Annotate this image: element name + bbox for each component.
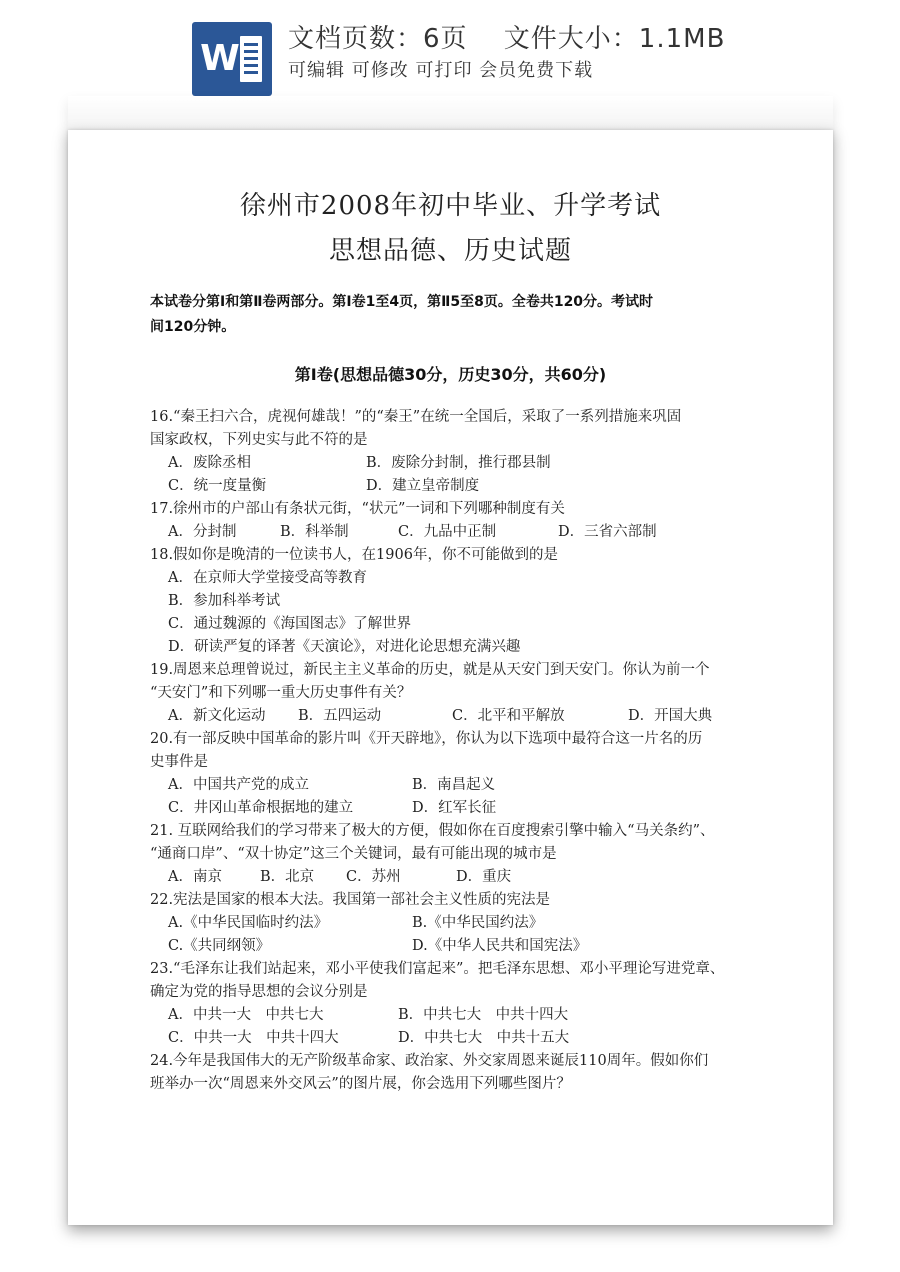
answer-option: C．北平和平解放 xyxy=(452,708,565,724)
question-stem: 18.假如你是晚清的一位读书人，在1906年，你不可能做到的是 xyxy=(150,547,558,563)
section-title: 第Ⅰ卷(思想品德30分，历史30分，共60分) xyxy=(294,365,607,384)
option-row xyxy=(150,613,760,636)
question-stem: “天安门”和下列哪一重大历史事件有关？ xyxy=(150,685,412,701)
answer-option: D．研读严复的译著《天演论》，对进化论思想充满兴趣 xyxy=(168,639,521,655)
answer-option: A.《中华民国临时约法》 xyxy=(168,915,329,931)
question-19 xyxy=(150,659,760,728)
exam-intro xyxy=(150,290,750,340)
answer-option: D．中共七大 中共十五大 xyxy=(398,1030,570,1046)
word-document-icon xyxy=(192,22,272,96)
answer-option: B．南昌起义 xyxy=(412,777,496,793)
question-stem: 确定为党的指导思想的会议分别是 xyxy=(150,984,368,1000)
answer-option: D．建立皇帝制度 xyxy=(366,478,480,494)
option-row xyxy=(150,1027,760,1050)
question-stem: 16.“秦王扫六合，虎视何雄哉！”的“秦王”在统一全国后，采取了一系列措施来巩固 xyxy=(150,409,682,425)
answer-option: C．中共一大 中共十四大 xyxy=(168,1030,339,1046)
question-23 xyxy=(150,958,760,1050)
answer-option: B.《中华民国约法》 xyxy=(412,915,544,931)
question-22 xyxy=(150,889,760,958)
question-stem: 24.今年是我国伟大的无产阶级革命家、政治家、外交家周恩来诞辰110周年。假如你们 xyxy=(150,1053,709,1069)
answer-option: B．五四运动 xyxy=(298,708,382,724)
answer-option: C．统一度量衡 xyxy=(168,478,267,494)
answer-option: D．三省六部制 xyxy=(558,524,657,540)
answer-option: B．北京 xyxy=(260,869,315,885)
question-stem: “通商口岸”、“双十协定”这三个关键词，最有可能出现的城市是 xyxy=(150,846,557,862)
answer-option: C．通过魏源的《海国图志》了解世界 xyxy=(168,616,412,632)
option-row xyxy=(150,590,760,613)
answer-option: A．废除丞相 xyxy=(168,455,251,471)
banner-title: 文档页数：6页 文件大小：1.1MB xyxy=(288,24,726,54)
option-row xyxy=(150,1004,760,1027)
doc-title-line2: 思想品德、历史试题 xyxy=(328,236,572,266)
answer-option: A．在京师大学堂接受高等教育 xyxy=(168,570,367,586)
option-row xyxy=(150,866,760,889)
question-stem: 21. 互联网给我们的学习带来了极大的方便，假如你在百度搜索引擎中输入“马关条约”、 xyxy=(150,823,715,839)
answer-option: B．废除分封制，推行郡县制 xyxy=(366,455,551,471)
answer-option: A．中国共产党的成立 xyxy=(168,777,309,793)
option-row xyxy=(150,774,760,797)
question-stem: 史事件是 xyxy=(150,754,208,770)
option-row xyxy=(150,452,760,475)
question-stem: 23.“毛泽东让我们站起来，邓小平使我们富起来”。把毛泽东思想、邓小平理论写进党章、 xyxy=(150,961,725,977)
question-stem: 22.宪法是国家的根本大法。我国第一部社会主义性质的宪法是 xyxy=(150,892,551,908)
answer-option: D．开国大典 xyxy=(628,708,713,724)
question-stem: 19.周恩来总理曾说过，新民主主义革命的历史，就是从天安门到天安门。你认为前一个 xyxy=(150,662,710,678)
question-stem: 国家政权，下列史实与此不符的是 xyxy=(150,432,368,448)
word-icon-letter: W xyxy=(200,38,240,79)
question-stem: 17.徐州市的户部山有条状元街，“状元”一词和下列哪种制度有关 xyxy=(150,501,565,517)
option-row xyxy=(150,912,760,935)
answer-option: B．参加科举考试 xyxy=(168,593,281,609)
doc-title-line1: 徐州市2008年初中毕业、升学考试 xyxy=(239,191,662,221)
answer-option: D．红军长征 xyxy=(412,800,497,816)
answer-option: B．科举制 xyxy=(280,524,349,540)
answer-option: B．中共七大 中共十四大 xyxy=(398,1007,569,1023)
option-row xyxy=(150,475,760,498)
answer-option: A．分封制 xyxy=(168,524,237,540)
question-16 xyxy=(150,406,760,498)
download-banner xyxy=(0,0,900,110)
answer-option: C.《共同纲领》 xyxy=(168,938,271,954)
banner-subtitle: 可编辑 可修改 可打印 会员免费下载 xyxy=(288,60,594,81)
document-page xyxy=(68,130,833,1225)
question-24 xyxy=(150,1050,760,1096)
option-row xyxy=(150,705,760,728)
question-17 xyxy=(150,498,760,544)
answer-option: A．新文化运动 xyxy=(168,708,266,724)
answer-option: A．南京 xyxy=(168,869,222,885)
question-21 xyxy=(150,820,760,889)
question-20 xyxy=(150,728,760,820)
question-stem: 班举办一次“周恩来外交风云”的图片展，你会选用下列哪些图片？ xyxy=(150,1076,571,1092)
question-stem: 20.有一部反映中国革命的影片叫《开天辟地》，你认为以下选项中最符合这一片名的历 xyxy=(150,731,703,747)
answer-option: C．九品中正制 xyxy=(398,524,497,540)
answer-option: C．苏州 xyxy=(346,869,401,885)
answer-option: A．中共一大 中共七大 xyxy=(168,1007,324,1023)
option-row xyxy=(150,636,760,659)
option-row xyxy=(150,797,760,820)
option-row xyxy=(150,521,760,544)
intro-line: 间120分钟。 xyxy=(150,319,236,335)
question-list xyxy=(150,406,760,1096)
option-row xyxy=(150,567,760,590)
option-row xyxy=(150,935,760,958)
answer-option: D.《中华人民共和国宪法》 xyxy=(412,938,588,954)
question-18 xyxy=(150,544,760,659)
intro-line: 本试卷分第Ⅰ和第Ⅱ卷两部分。第Ⅰ卷1至4页，第Ⅱ5至8页。全卷共120分。考试时 xyxy=(150,294,654,310)
answer-option: D．重庆 xyxy=(456,869,512,885)
answer-option: C．井冈山革命根据地的建立 xyxy=(168,800,354,816)
